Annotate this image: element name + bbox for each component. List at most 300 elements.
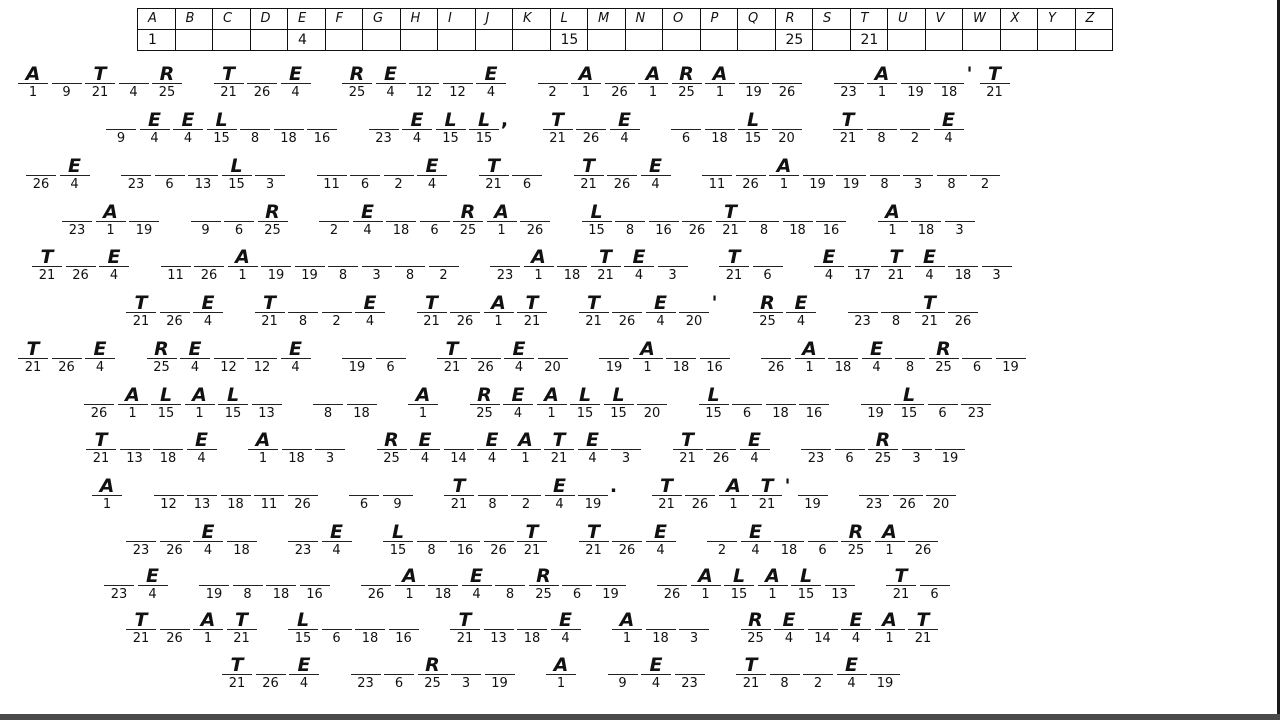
letter-slot[interactable] bbox=[295, 247, 325, 267]
letter-cell[interactable] bbox=[741, 521, 771, 558]
letter-slot[interactable] bbox=[848, 247, 878, 267]
letter-slot[interactable] bbox=[920, 566, 950, 586]
letter-slot[interactable] bbox=[322, 610, 352, 630]
letter-slot[interactable] bbox=[783, 202, 813, 222]
letter-cell[interactable] bbox=[193, 292, 223, 329]
letter-cell[interactable] bbox=[258, 201, 288, 238]
letter-slot[interactable] bbox=[682, 202, 712, 222]
letter-slot[interactable] bbox=[227, 522, 257, 542]
letter-slot[interactable]: L bbox=[604, 385, 634, 405]
letter-slot[interactable] bbox=[538, 339, 568, 359]
letter-slot[interactable]: T bbox=[214, 64, 244, 84]
letter-cell[interactable] bbox=[574, 155, 604, 192]
letter-cell[interactable] bbox=[786, 292, 816, 329]
letter-cell[interactable] bbox=[484, 292, 514, 329]
letter-slot[interactable] bbox=[970, 156, 1000, 176]
letter-cell[interactable] bbox=[252, 385, 282, 421]
letter-cell[interactable] bbox=[361, 566, 391, 602]
letter-slot[interactable]: R bbox=[741, 610, 771, 630]
letter-slot[interactable]: E bbox=[410, 430, 440, 450]
letter-slot[interactable] bbox=[429, 247, 459, 267]
letter-cell[interactable] bbox=[288, 293, 318, 329]
letter-slot[interactable]: L bbox=[207, 110, 237, 130]
letter-cell[interactable] bbox=[911, 202, 941, 238]
letter-cell[interactable] bbox=[841, 521, 871, 558]
letter-cell[interactable] bbox=[867, 63, 897, 100]
letter-cell[interactable] bbox=[719, 246, 749, 283]
letter-cell[interactable] bbox=[121, 156, 151, 192]
letter-slot[interactable] bbox=[161, 247, 191, 267]
letter-slot[interactable] bbox=[247, 339, 277, 359]
letter-slot[interactable]: E bbox=[376, 64, 406, 84]
letter-slot[interactable] bbox=[495, 566, 525, 586]
letter-cell[interactable] bbox=[470, 384, 500, 421]
letter-slot[interactable]: A bbox=[633, 339, 663, 359]
letter-cell[interactable] bbox=[353, 201, 383, 238]
letter-slot[interactable] bbox=[761, 339, 791, 359]
letter-cell[interactable] bbox=[389, 610, 419, 646]
letter-cell[interactable] bbox=[443, 64, 473, 100]
letter-cell[interactable] bbox=[282, 430, 312, 466]
letter-cell[interactable] bbox=[675, 655, 705, 691]
letter-slot[interactable]: R bbox=[147, 339, 177, 359]
letter-cell[interactable] bbox=[222, 654, 252, 691]
letter-cell[interactable] bbox=[420, 202, 450, 238]
letter-cell[interactable] bbox=[749, 202, 779, 238]
letter-slot[interactable]: R bbox=[258, 202, 288, 222]
letter-cell[interactable] bbox=[126, 609, 156, 646]
letter-slot[interactable] bbox=[657, 566, 687, 586]
letter-cell[interactable] bbox=[317, 156, 347, 192]
letter-slot[interactable] bbox=[376, 339, 406, 359]
letter-cell[interactable] bbox=[761, 339, 791, 375]
letter-slot[interactable]: E bbox=[641, 156, 671, 176]
letter-slot[interactable] bbox=[153, 430, 183, 450]
letter-cell[interactable] bbox=[719, 475, 749, 512]
letter-cell[interactable] bbox=[218, 384, 248, 421]
letter-cell[interactable] bbox=[814, 246, 844, 283]
letter-slot[interactable]: E bbox=[281, 339, 311, 359]
letter-slot[interactable] bbox=[409, 64, 439, 84]
letter-slot[interactable] bbox=[808, 610, 838, 630]
letter-cell[interactable] bbox=[915, 292, 945, 329]
letter-cell[interactable] bbox=[893, 476, 923, 512]
letter-cell[interactable] bbox=[848, 293, 878, 329]
letter-cell[interactable] bbox=[738, 109, 768, 146]
letter-slot[interactable] bbox=[444, 430, 474, 450]
letter-cell[interactable] bbox=[610, 109, 640, 146]
letter-cell[interactable] bbox=[322, 521, 352, 558]
letter-slot[interactable]: T bbox=[85, 64, 115, 84]
letter-cell[interactable] bbox=[836, 156, 866, 192]
letter-cell[interactable] bbox=[138, 565, 168, 602]
letter-cell[interactable] bbox=[429, 247, 459, 283]
letter-slot[interactable] bbox=[679, 293, 709, 313]
letter-cell[interactable] bbox=[766, 385, 796, 421]
letter-cell[interactable] bbox=[384, 156, 414, 192]
letter-slot[interactable]: R bbox=[672, 64, 702, 84]
letter-cell[interactable] bbox=[546, 654, 576, 691]
letter-cell[interactable] bbox=[599, 339, 629, 375]
letter-cell[interactable] bbox=[641, 155, 671, 192]
letter-slot[interactable] bbox=[702, 156, 732, 176]
letter-slot[interactable] bbox=[443, 64, 473, 84]
letter-slot[interactable]: R bbox=[377, 430, 407, 450]
key-number-cell[interactable] bbox=[513, 30, 551, 51]
letter-cell[interactable] bbox=[682, 202, 712, 238]
letter-cell[interactable] bbox=[191, 202, 221, 238]
letter-slot[interactable]: A bbox=[638, 64, 668, 84]
letter-cell[interactable] bbox=[261, 247, 291, 283]
letter-cell[interactable] bbox=[154, 476, 184, 512]
letter-slot[interactable] bbox=[798, 476, 828, 496]
letter-cell[interactable] bbox=[256, 655, 286, 691]
letter-slot[interactable]: A bbox=[612, 610, 642, 630]
letter-slot[interactable]: A bbox=[96, 202, 126, 222]
letter-cell[interactable] bbox=[490, 247, 520, 283]
letter-slot[interactable]: A bbox=[769, 156, 799, 176]
letter-slot[interactable]: R bbox=[152, 64, 182, 84]
letter-cell[interactable] bbox=[529, 565, 559, 602]
letter-slot[interactable] bbox=[450, 522, 480, 542]
letter-cell[interactable] bbox=[915, 246, 945, 283]
key-number-cell[interactable] bbox=[175, 30, 213, 51]
letter-cell[interactable] bbox=[240, 110, 270, 146]
letter-cell[interactable] bbox=[604, 384, 634, 421]
letter-slot[interactable] bbox=[557, 247, 587, 267]
letter-cell[interactable] bbox=[126, 522, 156, 558]
letter-cell[interactable] bbox=[875, 609, 905, 646]
letter-cell[interactable] bbox=[881, 246, 911, 283]
letter-cell[interactable] bbox=[52, 339, 82, 375]
letter-cell[interactable] bbox=[418, 654, 448, 691]
letter-cell[interactable] bbox=[996, 339, 1026, 375]
letter-slot[interactable] bbox=[450, 293, 480, 313]
letter-cell[interactable] bbox=[868, 429, 898, 466]
letter-cell[interactable] bbox=[646, 292, 676, 329]
letter-cell[interactable] bbox=[646, 610, 676, 646]
letter-slot[interactable]: R bbox=[453, 202, 483, 222]
letter-slot[interactable]: L bbox=[894, 385, 924, 405]
letter-cell[interactable] bbox=[878, 201, 908, 238]
letter-cell[interactable] bbox=[126, 292, 156, 329]
letter-slot[interactable]: R bbox=[841, 522, 871, 542]
letter-slot[interactable] bbox=[369, 110, 399, 130]
letter-cell[interactable] bbox=[96, 201, 126, 238]
letter-cell[interactable] bbox=[437, 338, 467, 375]
letter-slot[interactable]: A bbox=[395, 566, 425, 586]
letter-cell[interactable] bbox=[537, 384, 567, 421]
letter-cell[interactable] bbox=[417, 292, 447, 329]
letter-slot[interactable]: E bbox=[138, 566, 168, 586]
letter-slot[interactable]: A bbox=[92, 476, 122, 496]
letter-slot[interactable] bbox=[596, 566, 626, 586]
key-number-cell[interactable] bbox=[963, 30, 1001, 51]
letter-slot[interactable] bbox=[484, 610, 514, 630]
letter-cell[interactable] bbox=[578, 429, 608, 466]
key-number-cell[interactable]: 21 bbox=[850, 30, 888, 51]
letter-slot[interactable]: A bbox=[875, 610, 905, 630]
letter-slot[interactable] bbox=[188, 156, 218, 176]
letter-slot[interactable] bbox=[191, 202, 221, 222]
letter-slot[interactable]: E bbox=[641, 655, 671, 675]
letter-cell[interactable] bbox=[679, 610, 709, 646]
letter-slot[interactable] bbox=[646, 610, 676, 630]
letter-cell[interactable] bbox=[608, 655, 638, 691]
letter-cell[interactable] bbox=[227, 522, 257, 558]
letter-slot[interactable]: T bbox=[126, 610, 156, 630]
letter-cell[interactable] bbox=[538, 64, 568, 100]
letter-slot[interactable] bbox=[928, 385, 958, 405]
letter-slot[interactable] bbox=[935, 430, 965, 450]
letter-slot[interactable] bbox=[753, 247, 783, 267]
letter-cell[interactable] bbox=[402, 109, 432, 146]
letter-cell[interactable] bbox=[576, 110, 606, 146]
letter-cell[interactable] bbox=[355, 610, 385, 646]
letter-cell[interactable] bbox=[227, 609, 257, 646]
key-number-cell[interactable] bbox=[363, 30, 401, 51]
letter-cell[interactable] bbox=[84, 385, 114, 421]
letter-slot[interactable] bbox=[351, 655, 381, 675]
letter-slot[interactable]: L bbox=[218, 385, 248, 405]
letter-cell[interactable] bbox=[485, 655, 515, 691]
letter-cell[interactable] bbox=[612, 293, 642, 329]
letter-slot[interactable] bbox=[707, 522, 737, 542]
letter-cell[interactable] bbox=[615, 202, 645, 238]
letter-slot[interactable]: T bbox=[444, 476, 474, 496]
letter-slot[interactable] bbox=[607, 156, 637, 176]
letter-slot[interactable]: E bbox=[837, 655, 867, 675]
letter-slot[interactable] bbox=[803, 655, 833, 675]
letter-slot[interactable] bbox=[934, 64, 964, 84]
letter-slot[interactable]: R bbox=[753, 293, 783, 313]
letter-slot[interactable] bbox=[835, 430, 865, 450]
letter-slot[interactable] bbox=[194, 247, 224, 267]
letter-slot[interactable]: T bbox=[908, 610, 938, 630]
letter-cell[interactable] bbox=[288, 476, 318, 512]
letter-cell[interactable] bbox=[194, 247, 224, 283]
letter-cell[interactable] bbox=[99, 246, 129, 283]
letter-slot[interactable]: T bbox=[417, 293, 447, 313]
letter-cell[interactable] bbox=[255, 292, 285, 329]
letter-slot[interactable] bbox=[252, 385, 282, 405]
letter-slot[interactable] bbox=[288, 476, 318, 496]
letter-slot[interactable]: A bbox=[408, 385, 438, 405]
letter-slot[interactable]: E bbox=[624, 247, 654, 267]
letter-cell[interactable] bbox=[106, 110, 136, 146]
letter-cell[interactable] bbox=[313, 385, 343, 421]
letter-slot[interactable]: T bbox=[450, 610, 480, 630]
letter-cell[interactable] bbox=[322, 293, 352, 329]
letter-cell[interactable] bbox=[641, 654, 671, 691]
letter-cell[interactable] bbox=[732, 385, 762, 421]
letter-cell[interactable] bbox=[724, 565, 754, 602]
letter-slot[interactable] bbox=[893, 476, 923, 496]
letter-cell[interactable] bbox=[557, 247, 587, 283]
key-number-cell[interactable] bbox=[213, 30, 251, 51]
letter-slot[interactable] bbox=[736, 156, 766, 176]
letter-slot[interactable]: E bbox=[814, 247, 844, 267]
letter-slot[interactable] bbox=[224, 202, 254, 222]
letter-cell[interactable] bbox=[611, 430, 641, 466]
letter-slot[interactable] bbox=[774, 522, 804, 542]
letter-cell[interactable] bbox=[342, 63, 372, 100]
letter-cell[interactable] bbox=[152, 63, 182, 100]
letter-slot[interactable] bbox=[834, 64, 864, 84]
letter-slot[interactable]: A bbox=[185, 385, 215, 405]
letter-cell[interactable] bbox=[673, 429, 703, 466]
letter-cell[interactable] bbox=[612, 609, 642, 646]
letter-cell[interactable] bbox=[281, 63, 311, 100]
letter-slot[interactable]: L bbox=[582, 202, 612, 222]
letter-slot[interactable] bbox=[319, 202, 349, 222]
letter-slot[interactable]: T bbox=[673, 430, 703, 450]
letter-slot[interactable] bbox=[126, 522, 156, 542]
letter-slot[interactable]: E bbox=[578, 430, 608, 450]
letter-cell[interactable] bbox=[908, 522, 938, 558]
letter-slot[interactable] bbox=[471, 339, 501, 359]
letter-cell[interactable] bbox=[571, 63, 601, 100]
letter-cell[interactable] bbox=[596, 566, 626, 602]
letter-cell[interactable] bbox=[700, 339, 730, 375]
letter-slot[interactable] bbox=[816, 202, 846, 222]
letter-slot[interactable] bbox=[490, 247, 520, 267]
letter-cell[interactable] bbox=[155, 156, 185, 192]
letter-cell[interactable] bbox=[66, 247, 96, 283]
letter-cell[interactable] bbox=[870, 156, 900, 192]
letter-slot[interactable] bbox=[428, 566, 458, 586]
letter-cell[interactable] bbox=[828, 339, 858, 375]
letter-cell[interactable] bbox=[495, 566, 525, 602]
letter-slot[interactable]: A bbox=[511, 430, 541, 450]
letter-cell[interactable] bbox=[484, 522, 514, 558]
letter-slot[interactable] bbox=[649, 202, 679, 222]
letter-slot[interactable] bbox=[945, 202, 975, 222]
letter-cell[interactable] bbox=[798, 476, 828, 512]
letter-cell[interactable] bbox=[870, 655, 900, 691]
letter-slot[interactable]: T bbox=[752, 476, 782, 496]
letter-slot[interactable] bbox=[261, 247, 291, 267]
letter-slot[interactable] bbox=[256, 655, 286, 675]
key-number-cell[interactable] bbox=[250, 30, 288, 51]
key-number-cell[interactable] bbox=[400, 30, 438, 51]
letter-cell[interactable] bbox=[517, 292, 547, 329]
letter-cell[interactable] bbox=[384, 655, 414, 691]
letter-slot[interactable]: E bbox=[180, 339, 210, 359]
letter-slot[interactable] bbox=[240, 110, 270, 130]
letter-cell[interactable] bbox=[848, 247, 878, 283]
letter-slot[interactable] bbox=[104, 566, 134, 586]
letter-slot[interactable]: E bbox=[462, 566, 492, 586]
letter-slot[interactable]: L bbox=[791, 566, 821, 586]
letter-cell[interactable] bbox=[520, 202, 550, 238]
letter-cell[interactable] bbox=[691, 565, 721, 602]
letter-cell[interactable] bbox=[362, 247, 392, 283]
letter-cell[interactable] bbox=[652, 475, 682, 512]
letter-slot[interactable] bbox=[770, 655, 800, 675]
letter-cell[interactable] bbox=[120, 430, 150, 466]
letter-cell[interactable] bbox=[545, 475, 575, 512]
letter-cell[interactable] bbox=[582, 201, 612, 238]
letter-cell[interactable] bbox=[774, 609, 804, 646]
letter-slot[interactable] bbox=[961, 385, 991, 405]
letter-slot[interactable] bbox=[911, 202, 941, 222]
letter-cell[interactable] bbox=[228, 246, 258, 283]
letter-cell[interactable] bbox=[970, 156, 1000, 192]
letter-cell[interactable] bbox=[791, 565, 821, 602]
letter-slot[interactable]: R bbox=[529, 566, 559, 586]
letter-slot[interactable] bbox=[129, 202, 159, 222]
letter-slot[interactable]: E bbox=[786, 293, 816, 313]
letter-slot[interactable] bbox=[52, 339, 82, 359]
letter-cell[interactable] bbox=[808, 522, 838, 558]
letter-cell[interactable] bbox=[511, 476, 541, 512]
key-number-cell[interactable] bbox=[1000, 30, 1038, 51]
letter-cell[interactable] bbox=[377, 429, 407, 466]
letter-slot[interactable] bbox=[62, 202, 92, 222]
letter-slot[interactable] bbox=[772, 110, 802, 130]
letter-cell[interactable] bbox=[160, 522, 190, 558]
key-number-cell[interactable] bbox=[438, 30, 476, 51]
letter-slot[interactable] bbox=[84, 385, 114, 405]
letter-cell[interactable] bbox=[307, 110, 337, 146]
letter-cell[interactable] bbox=[221, 476, 251, 512]
letter-cell[interactable] bbox=[638, 63, 668, 100]
key-number-cell[interactable]: 15 bbox=[550, 30, 588, 51]
letter-cell[interactable] bbox=[410, 429, 440, 466]
letter-cell[interactable] bbox=[861, 385, 891, 421]
letter-slot[interactable] bbox=[828, 339, 858, 359]
letter-cell[interactable] bbox=[188, 156, 218, 192]
letter-cell[interactable] bbox=[26, 156, 56, 192]
letter-cell[interactable] bbox=[322, 610, 352, 646]
letter-slot[interactable]: E bbox=[646, 522, 676, 542]
letter-cell[interactable] bbox=[248, 429, 278, 466]
letter-slot[interactable] bbox=[658, 247, 688, 267]
letter-cell[interactable] bbox=[808, 610, 838, 646]
letter-cell[interactable] bbox=[772, 110, 802, 146]
letter-cell[interactable] bbox=[666, 339, 696, 375]
letter-slot[interactable]: E bbox=[610, 110, 640, 130]
letter-slot[interactable] bbox=[420, 202, 450, 222]
letter-slot[interactable]: T bbox=[736, 655, 766, 675]
letter-cell[interactable] bbox=[129, 202, 159, 238]
letter-slot[interactable] bbox=[732, 385, 762, 405]
letter-slot[interactable]: E bbox=[281, 64, 311, 84]
letter-slot[interactable]: L bbox=[436, 110, 466, 130]
letter-slot[interactable] bbox=[255, 156, 285, 176]
letter-slot[interactable] bbox=[362, 247, 392, 267]
letter-slot[interactable] bbox=[52, 64, 82, 84]
letter-cell[interactable] bbox=[383, 521, 413, 558]
letter-slot[interactable] bbox=[706, 430, 736, 450]
letter-slot[interactable]: T bbox=[437, 339, 467, 359]
letter-slot[interactable] bbox=[155, 156, 185, 176]
letter-slot[interactable] bbox=[901, 64, 931, 84]
letter-slot[interactable] bbox=[948, 293, 978, 313]
letter-cell[interactable] bbox=[570, 384, 600, 421]
letter-slot[interactable]: T bbox=[517, 293, 547, 313]
letter-cell[interactable] bbox=[85, 63, 115, 100]
letter-cell[interactable] bbox=[579, 521, 609, 558]
letter-cell[interactable] bbox=[705, 63, 735, 100]
letter-slot[interactable] bbox=[106, 110, 136, 130]
letter-cell[interactable] bbox=[199, 566, 229, 602]
key-number-cell[interactable] bbox=[1075, 30, 1113, 51]
letter-slot[interactable] bbox=[511, 476, 541, 496]
letter-slot[interactable]: T bbox=[479, 156, 509, 176]
letter-slot[interactable]: E bbox=[551, 610, 581, 630]
